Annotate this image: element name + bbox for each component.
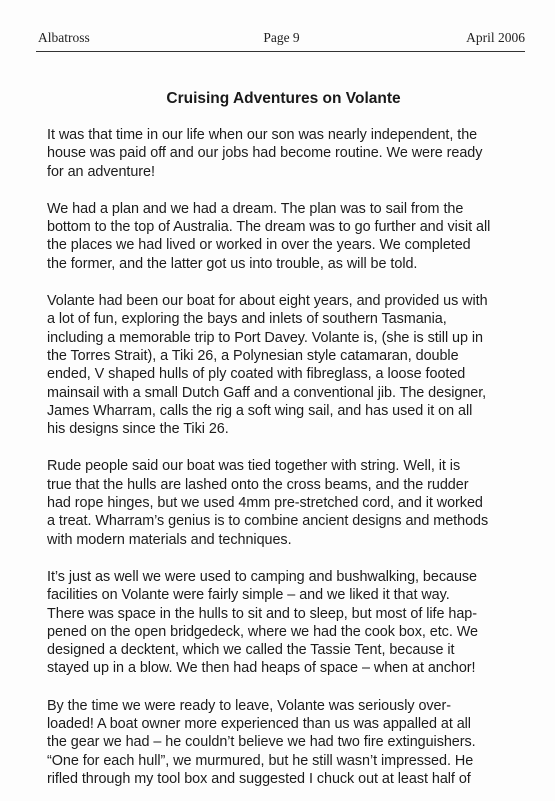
header-page-number: Page 9 bbox=[263, 30, 300, 45]
header-rule bbox=[36, 51, 525, 52]
article-paragraph-3: Volante had been our boat for about eight years, and provided us with a lot of fun, exploring the bays and inlets of southern Tasmania, including a memorable trip to Port Davey. Volante is, (she is still up in the Torres Strait), a Tiki 26, a Polynesian style catamaran, double ended, V shaped hulls of ply coated with fibreglass, a loose footed mainsail with a small Dutch Gaff and a conventional jib. The designer, James Wharram, calls the rig a soft wing sail, and has used it on all his designs since the Tiki 26. bbox=[47, 293, 488, 438]
header-issue-date: April 2006 bbox=[466, 30, 525, 45]
article-paragraph-2: We had a plan and we had a dream. The plan was to sail from the bottom to the top of Australia. The dream was to go further and visit all the places we had lived or worked in over the years. We completed the former, and the latter got us into trouble, as will be told. bbox=[47, 200, 491, 272]
article-body bbox=[47, 126, 529, 807]
article-paragraph-6: By the time we were ready to leave, Volante was seriously over- loaded! A boat owner more experienced than us was appalled at all the gear we had – he couldn’t believe we had two fire extinguishers. “One for each hull”, we murmured, but he still wasn’t impressed. He rifled through my tool box and suggested I chuck out at least half of bbox=[47, 697, 476, 787]
article-paragraph-5: It’s just as well we were used to camping and bushwalking, because facilities on Volante were fairly simple – and we liked it that way. There was space in the hulls to sit and to sleep, but most of life hap- pened on the open bridgedeck, where we had the cook box, etc. We designed a decktent, which we called the Tassie Tent, because it stayed up in a blow. We then had heaps of space – when at anchor! bbox=[47, 568, 478, 677]
page-header bbox=[38, 30, 525, 52]
header-publication-name: Albatross bbox=[38, 30, 90, 45]
article-paragraph-4: Rude people said our boat was tied together with string. Well, it is true that the hulls are lashed onto the cross beams, and the rudder had rope hinges, but we used 4mm pre-stretched cord, and it worked a treat. Wharram’s genius is to combine ancient designs and methods with modern materials and techniques. bbox=[47, 458, 489, 548]
article-paragraph-1: It was that time in our life when our son was nearly independent, the house was paid off and our jobs had become routine. We were ready for an adventure! bbox=[47, 127, 483, 180]
article-title: Cruising Adventures on Volante bbox=[166, 90, 401, 107]
